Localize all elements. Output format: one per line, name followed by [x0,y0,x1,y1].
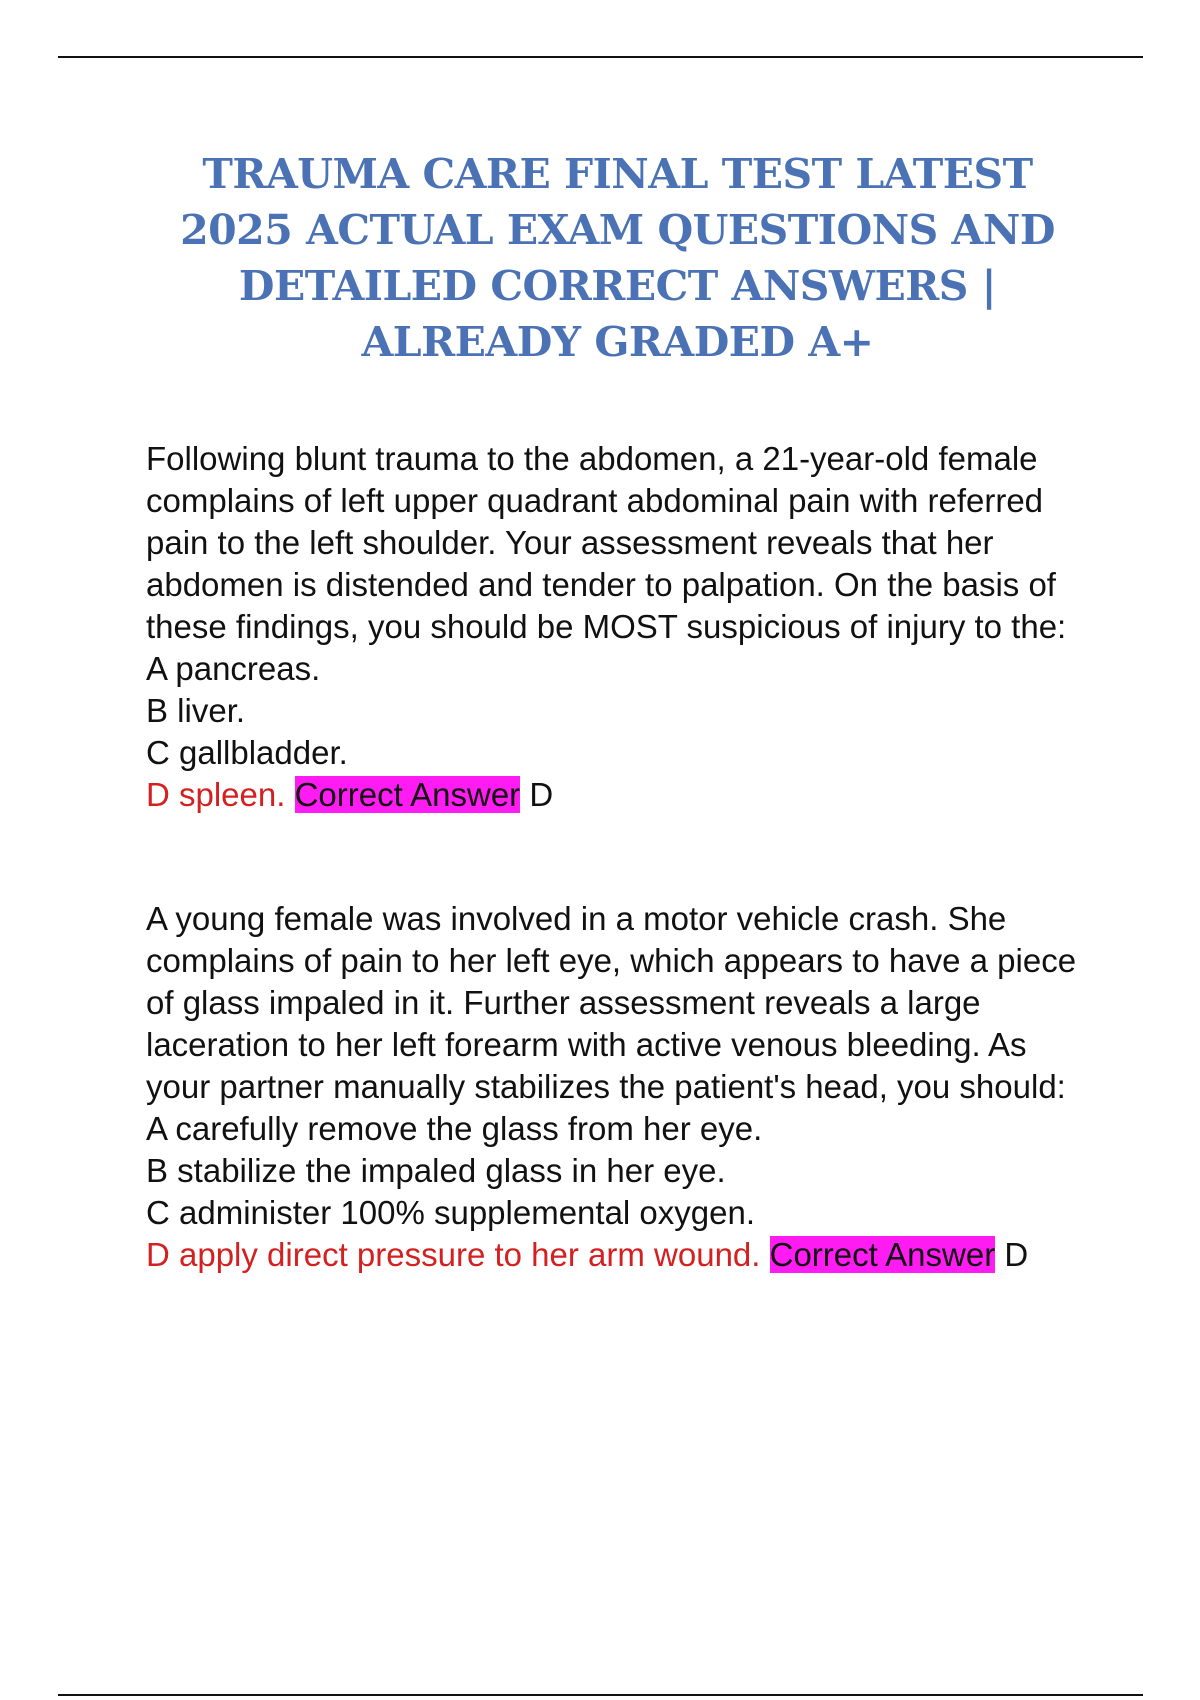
correct-answer-label: Correct Answer [769,1236,996,1273]
top-rule [58,56,1143,58]
question-block-2 [146,898,1086,1276]
correct-option-text: D spleen. [146,776,286,813]
option-a: A pancreas. [146,650,321,687]
correct-option-line [146,774,1086,816]
option-b: B stabilize the impaled glass in her eye. [146,1152,726,1189]
option-c: C administer 100% supplemental oxygen. [146,1194,756,1231]
correct-option-text: D apply direct pressure to her arm wound. [146,1236,761,1273]
question-stem: A young female was involved in a motor vehicle crash. She complains of pain to her left eye, which appears to have a piece of glass impaled in it. Further assessment reveals a large laceration to her left forearm with active venous bleeding. As your partner manually stabilizes the patient's head, you should: [146,900,1077,1105]
option-c: C gallbladder. [146,734,348,771]
option-b: B liver. [146,692,246,729]
document-title: TRAUMA CARE FINAL TEST LATEST 2025 ACTUAL EXAM QUESTIONS AND DETAILED CORRECT ANSWERS | ALREADY GRADED A+ [180,150,1055,366]
correct-answer-letter: D [1004,1236,1029,1273]
question-stem: Following blunt trauma to the abdomen, a 21-year-old female complains of left upper quadrant abdominal pain with referred pain to the left shoulder. Your assessment reveals that her abdomen is distended and tender to palpation. On the basis of these findings, you should be MOST suspicious of injury to the: [146,440,1067,645]
correct-answer-label: Correct Answer [294,776,521,813]
correct-option-line [146,1234,1086,1276]
correct-answer-letter: D [529,776,554,813]
bottom-rule [58,1694,1143,1696]
option-a: A carefully remove the glass from her eye. [146,1110,763,1147]
question-block-1 [146,438,1086,816]
